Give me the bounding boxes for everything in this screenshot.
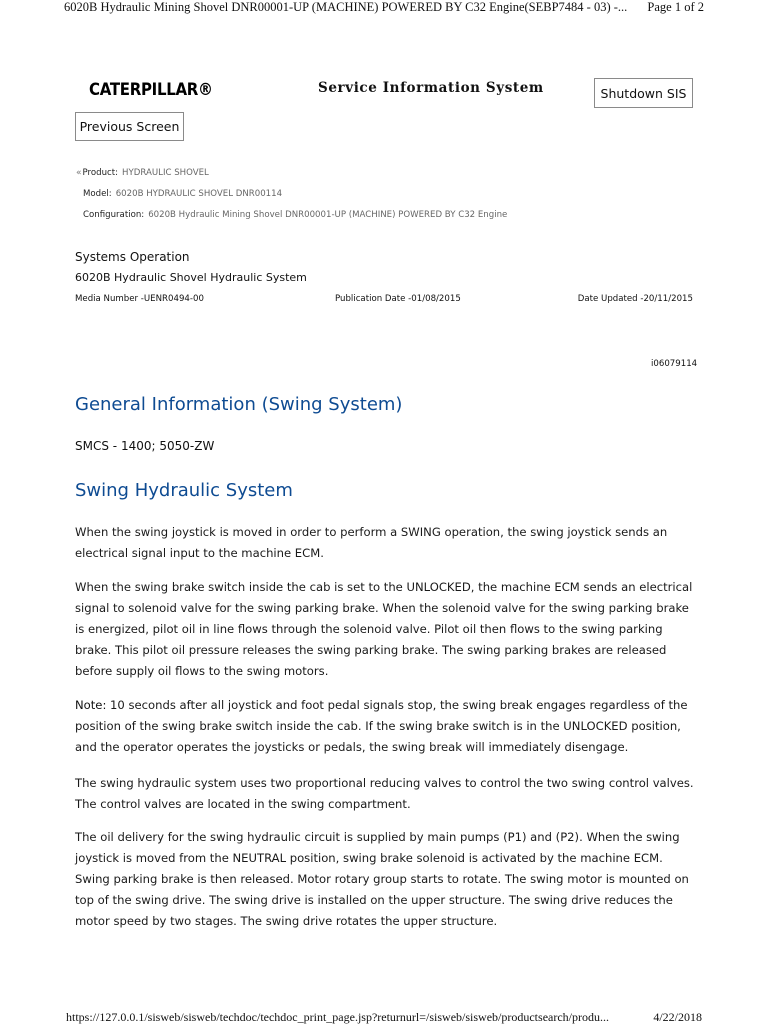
meta-product [76,168,209,178]
configuration-label: Configuration: [83,210,145,220]
meta-model [83,189,282,199]
media-number: Media Number -UENR0494-00 [75,294,204,304]
print-date: 4/22/2018 [653,1010,702,1024]
date-updated: Date Updated -20/11/2015 [577,294,693,304]
model-value: 6020B HYDRAULIC SHOVEL DNR00114 [115,189,283,199]
doc-id: i06079114 [651,359,698,369]
paragraph-1: When the swing joystick is moved in order to perform a SWING operation, the swing joystick sends an electrical signal input to the machine ECM. [75,525,668,560]
note-paragraph [75,695,695,758]
paragraph-4: The swing hydraulic system uses two proportional reducing valves to control the two swing control valves. The control valves are located in the swing compartment. [75,776,694,811]
print-header [64,0,704,15]
note-text: 10 seconds after all joystick and foot pedal signals stop, the swing break engages regardless of the position of the swing brake switch inside the cab. If the swing brake switch is in the UNLOCKED position, and the operator operates the joysticks or pedals, the swing break will immediately disengage. [75,698,688,754]
caterpillar-logo: CATERPILLAR® [89,78,213,100]
heading-general-information: General Information (Swing System) [75,394,403,415]
product-value: HYDRAULIC SHOVEL [122,168,209,178]
meta-configuration [83,210,507,220]
heading-swing-hydraulic-system: Swing Hydraulic System [75,480,293,501]
doc-category: Systems Operation [75,250,190,264]
print-page-number: Page 1 of 2 [647,0,704,14]
configuration-value: 6020B Hydraulic Mining Shovel DNR00001-UP (MACHINE) POWERED BY C32 Engine [148,210,508,220]
publication-date: Publication Date -01/08/2015 [335,294,461,304]
print-title: 6020B Hydraulic Mining Shovel DNR00001-UP (MACHINE) POWERED BY C32 Engine(SEBP7484 - 03) -... [64,0,628,14]
print-footer [66,1010,702,1025]
product-label: Product: [82,168,119,178]
model-label: Model: [83,189,112,199]
smcs-label: SMCS - [75,439,118,453]
doc-title: 6020B Hydraulic Shovel Hydraulic System [75,271,307,284]
system-title: Service Information System [318,80,544,96]
shutdown-sis-button[interactable]: Shutdown SIS [594,78,693,108]
smcs-value: 1400; 5050-ZW [120,439,215,453]
back-chevron-icon[interactable]: « [76,168,82,178]
paragraph-2: When the swing brake switch inside the cab is set to the UNLOCKED, the machine ECM sends an electrical signal to solenoid valve for the swing parking brake. When the solenoid valve for the swing parking brake is energized, pilot oil in line flows through the solenoid valve. Pilot oil then flows to the swing parking brake. This pilot oil pressure releases the swing parking brake. The swing parking brakes are released before supply oil flows to the swing motors. [75,580,693,678]
smcs-line [75,439,214,453]
note-label: Note: [75,698,107,712]
previous-screen-button[interactable]: Previous Screen [75,112,184,141]
print-url: https://127.0.0.1/sisweb/sisweb/techdoc/techdoc_print_page.jsp?returnurl=/sisweb/sisweb/productsearch/produ... [66,1010,609,1024]
paragraph-5: The oil delivery for the swing hydraulic circuit is supplied by main pumps (P1) and (P2). When the swing joystick is moved from the NEUTRAL position, swing brake solenoid is activated by the machine ECM. Swing parking brake is then released. Motor rotary group starts to rotate. The swing motor is mounted on top of the swing drive. The swing drive is installed on the upper structure. The swing drive reduces the motor speed by two stages. The swing drive rotates the upper structure. [75,830,689,928]
